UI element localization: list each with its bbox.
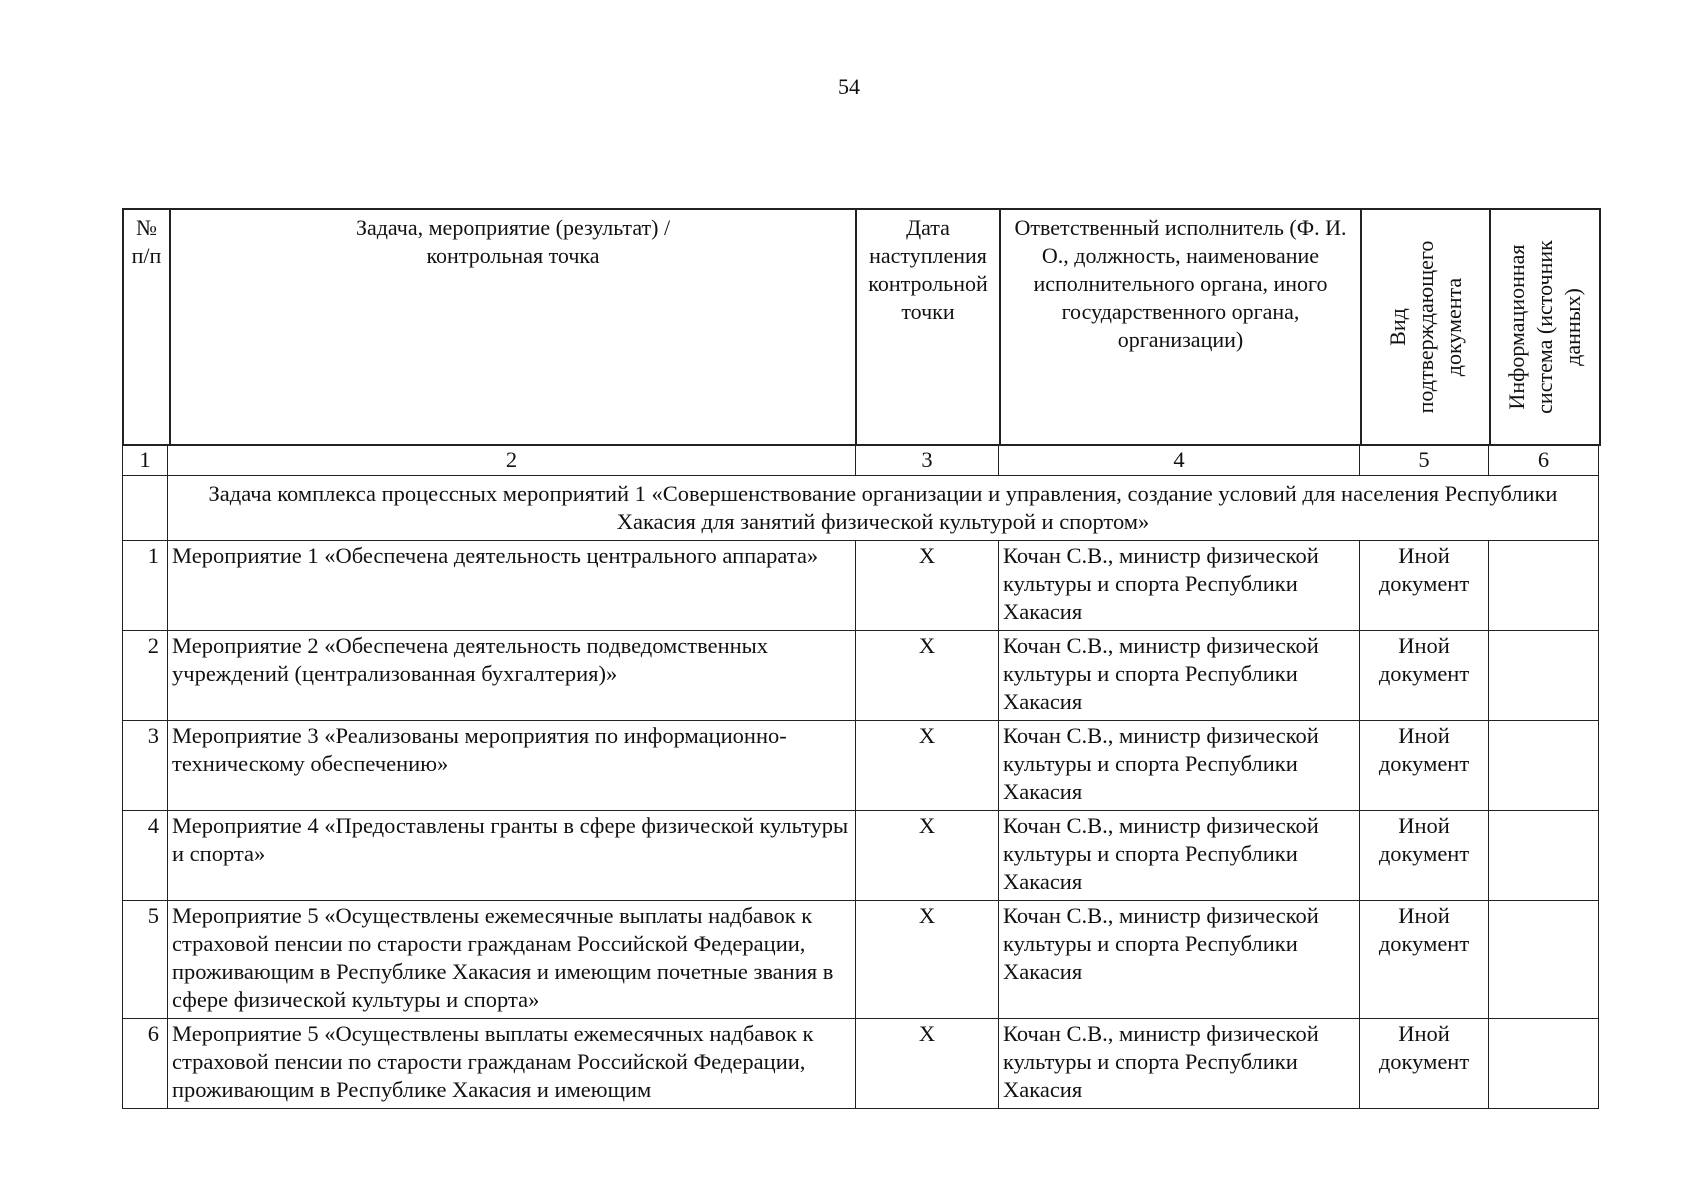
row-doc: Иной документ	[1360, 721, 1489, 811]
row-system	[1489, 901, 1599, 1019]
table-row	[123, 901, 1599, 1019]
col-number: 3	[856, 445, 999, 476]
column-number-row	[123, 445, 1599, 476]
row-num: 3	[123, 721, 168, 811]
table-row	[123, 541, 1599, 631]
header-task: Задача, мероприятие (результат) / контрольная точка	[170, 209, 856, 445]
row-num: 2	[123, 631, 168, 721]
row-executor: Кочан С.В., министр физической культуры и спорта Республики Хакасия	[999, 721, 1360, 811]
row-date: Х	[856, 901, 999, 1019]
row-doc: Иной документ	[1360, 811, 1489, 901]
row-date: Х	[856, 721, 999, 811]
table-row	[123, 631, 1599, 721]
row-measure: Мероприятие 4 «Предоставлены гранты в сфере физической культуры и спорта»	[168, 811, 856, 901]
row-executor: Кочан С.В., министр физической культуры и спорта Республики Хакасия	[999, 1019, 1360, 1109]
row-measure: Мероприятие 5 «Осуществлены ежемесячные выплаты надбавок к страховой пенсии по старости гражданам Российской Федерации, проживающим в Республике Хакасия и имеющим почетные звания в сфере физической культуры и спорта»	[168, 901, 856, 1019]
row-measure: Мероприятие 1 «Обеспечена деятельность центрального аппарата»	[168, 541, 856, 631]
row-system	[1489, 811, 1599, 901]
row-measure: Мероприятие 5 «Осуществлены выплаты ежемесячных надбавок к страховой пенсии по старости гражданам Российской Федерации, проживающим в Республике Хакасия и имеющим	[168, 1019, 856, 1109]
col-number: 4	[999, 445, 1360, 476]
row-system	[1489, 541, 1599, 631]
row-system	[1489, 631, 1599, 721]
row-date: Х	[856, 631, 999, 721]
row-num: 6	[123, 1019, 168, 1109]
row-num: 1	[123, 541, 168, 631]
row-measure: Мероприятие 2 «Обеспечена деятельность подведомственных учреждений (централизованная бухгалтерия)»	[168, 631, 856, 721]
row-num: 4	[123, 811, 168, 901]
col-number: 2	[168, 445, 856, 476]
page-number: 54	[838, 74, 860, 99]
header-num: № п/п	[123, 209, 170, 445]
row-executor: Кочан С.В., министр физической культуры и спорта Республики Хакасия	[999, 631, 1360, 721]
header-executor: Ответственный исполнитель (Ф. И. О., должность, наименование исполнительного органа, иного государственного органа, организации)	[1000, 209, 1361, 445]
row-system	[1489, 721, 1599, 811]
header-date: Дата наступления контрольной точки	[856, 209, 1000, 445]
row-doc: Иной документ	[1360, 901, 1489, 1019]
row-doc: Иной документ	[1360, 631, 1489, 721]
row-date: Х	[856, 541, 999, 631]
header-doc-type: Вид подтверждающего документа	[1361, 209, 1490, 445]
row-date: Х	[856, 1019, 999, 1109]
task-row	[123, 476, 1599, 541]
row-executor: Кочан С.В., министр физической культуры и спорта Республики Хакасия	[999, 901, 1360, 1019]
row-doc: Иной документ	[1360, 541, 1489, 631]
table-header	[122, 208, 1601, 446]
header-info-system: Информационная система (источник данных)	[1490, 209, 1600, 445]
table-row	[123, 1019, 1599, 1109]
table-body	[122, 444, 1599, 1109]
row-measure: Мероприятие 3 «Реализованы мероприятия по информационно-техническому обеспечению»	[168, 721, 856, 811]
table-row	[123, 721, 1599, 811]
row-num: 5	[123, 901, 168, 1019]
row-doc: Иной документ	[1360, 1019, 1489, 1109]
col-number: 5	[1360, 445, 1489, 476]
row-executor: Кочан С.В., министр физической культуры и спорта Республики Хакасия	[999, 541, 1360, 631]
table-row	[123, 811, 1599, 901]
col-number: 1	[123, 445, 168, 476]
task-title: Задача комплекса процессных мероприятий 1 «Совершенствование организации и управления, создание условий для населения Республики Хакасия для занятий физической культурой и спортом»	[168, 476, 1599, 541]
row-system	[1489, 1019, 1599, 1109]
col-number: 6	[1489, 445, 1599, 476]
row-date: Х	[856, 811, 999, 901]
row-executor: Кочан С.В., министр физической культуры и спорта Республики Хакасия	[999, 811, 1360, 901]
